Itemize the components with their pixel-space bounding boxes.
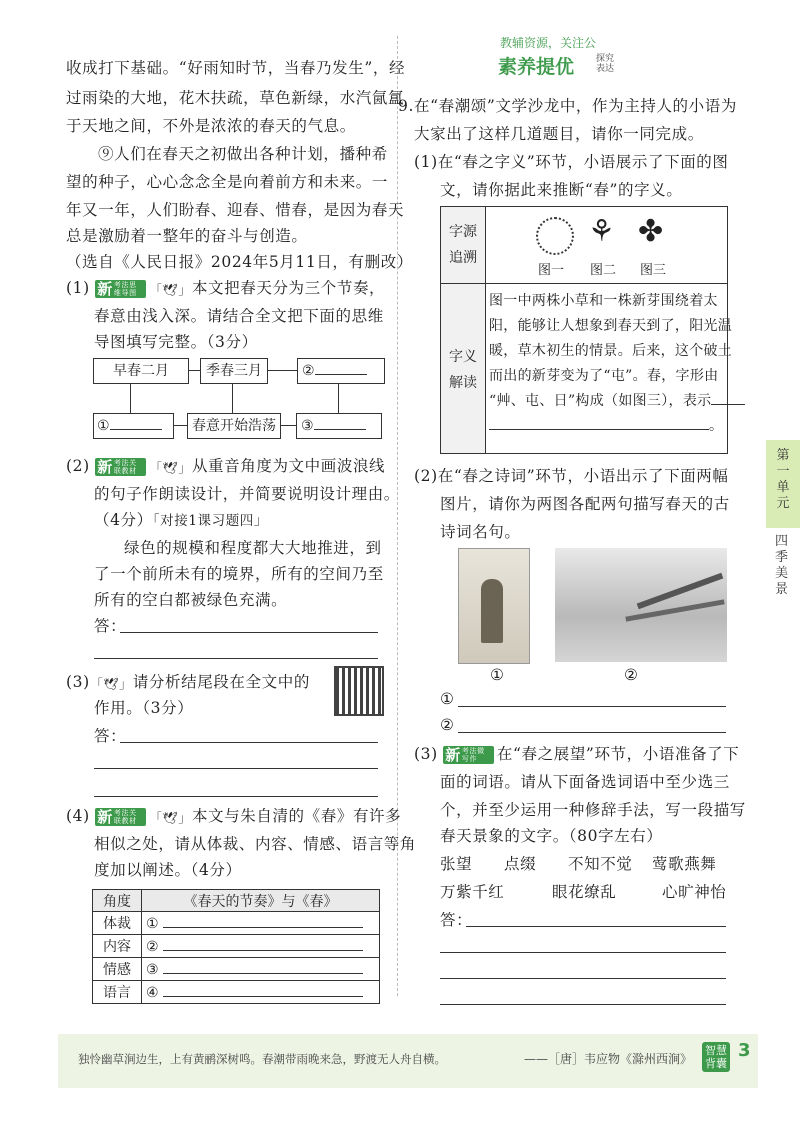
para-line: 望的种子，心心念念全是向着前方和未来。一 [66, 173, 389, 191]
grid-label: 字源 [449, 224, 477, 240]
table-cell[interactable]: ② [142, 935, 380, 958]
fig-label: 图一 [538, 263, 565, 278]
answer-line[interactable] [466, 926, 726, 927]
answer-line[interactable] [120, 632, 378, 633]
connector [338, 383, 339, 413]
table-cell[interactable]: ③ [142, 958, 380, 981]
qr-code[interactable] [334, 666, 384, 716]
answer-line[interactable] [458, 706, 726, 707]
q4-line: 相似之处，请从体裁、内容、情感、语言等角 [94, 835, 417, 853]
banner-title: 素养提优 [498, 56, 575, 78]
q9-1-line: (1)在“春之字义”环节，小语展示了下面的图 [414, 153, 729, 171]
answer-line[interactable] [440, 1004, 726, 1005]
table-header: 角度 [93, 890, 142, 912]
grid-label: 字义 [449, 349, 477, 365]
quote-line: 所有的空白都被绿色充满。 [94, 591, 288, 609]
mindmap-box-1: 早春二月 [93, 358, 189, 384]
q9-3-line: 个，并至少运用一种修辞手法，写一段描写 [440, 801, 746, 819]
source-note: （选自《人民日报》2024年5月11日，有删改） [66, 253, 413, 271]
q9-line: 大家出了这样几道题目，请你一同完成。 [414, 125, 704, 143]
answer-label: 答： [94, 617, 127, 635]
q1-line: 本文把春天分为三个节奏， [191, 279, 386, 297]
table-cell[interactable]: ④ [142, 981, 380, 1004]
footer-quote [58, 1034, 758, 1088]
new-tag: 新考法思维导图 [95, 280, 146, 298]
word-option: 莺歌燕舞 [652, 855, 717, 873]
word-option: 心旷神怡 [662, 883, 727, 901]
word-option: 不知不觉 [568, 855, 633, 873]
glyph-3: ✤ [638, 214, 664, 249]
para-line: ⑨人们在春天之初做出各种计划，播种希 [98, 145, 388, 163]
theme-label: 四季美景 [775, 534, 789, 597]
table-row-label: 语言 [93, 981, 142, 1004]
new-tag: 新考法关联教材 [95, 458, 146, 476]
q3-line: 作用。（3分） [94, 699, 194, 717]
fig-label: 图二 [590, 263, 617, 278]
question-1 [66, 276, 385, 298]
header-banner [478, 34, 638, 86]
q1-num: (1) [66, 279, 90, 297]
q9-line: 9.在“春潮颂”文学沙龙中，作为主持人的小语为 [398, 97, 737, 115]
answer-label: 答： [94, 727, 127, 745]
q9-3-line: 春天景象的文字。（80字左右） [440, 827, 663, 845]
para-line: 总是激励着一整年的奋斗与创造。 [66, 227, 308, 245]
quote-line: 绿色的规模和程度都大大地推进，到 [124, 539, 382, 557]
page-number: 3 [738, 1040, 751, 1061]
glyph-1 [536, 217, 574, 255]
grid-text: 暖，草木初生的情景。后来，这个破土 [489, 343, 733, 359]
table-row-label: 情感 [93, 958, 142, 981]
question-4: (4) 新考法关联教材 「🕊」本文与朱自清的《春》有许多 [66, 807, 402, 826]
bird-icon: 「🕊」 [149, 810, 191, 825]
answer-line[interactable] [440, 952, 726, 953]
answer-line[interactable] [94, 658, 378, 659]
grid-text: “艸、屯、日”构成（如图三），表示 [489, 389, 745, 414]
unit-label: 第一单元 [776, 448, 790, 511]
answer-line[interactable] [94, 768, 378, 769]
word-option: 点缀 [504, 855, 537, 873]
answer-line[interactable] [458, 732, 726, 733]
connector [232, 383, 233, 413]
new-tag: 新考法微写作 [443, 746, 494, 764]
painting-1 [458, 548, 530, 664]
bird-icon: 「🕊」 [149, 282, 191, 297]
banner-side: 探究表达 [596, 54, 615, 74]
connector [130, 383, 131, 413]
connector [188, 370, 200, 371]
para-line: 于天地之间，不外是浓浓的春天的气息。 [66, 117, 356, 135]
picture-label: ① [490, 666, 505, 684]
answer-line[interactable] [440, 978, 726, 979]
connector [280, 425, 296, 426]
comparison-table [92, 889, 380, 1004]
glyph-grid [440, 206, 733, 454]
new-tag: 新考法关联教材 [95, 808, 146, 826]
word-option: 张望 [440, 855, 473, 873]
answer-label: 答： [440, 911, 473, 929]
para-line: 年又一年，人们盼春、迎春、惜春，是因为春天 [66, 201, 405, 219]
q9-2-line: 诗词名句。 [440, 523, 521, 541]
mindmap-box-4[interactable]: ① [93, 413, 174, 439]
question-3: (3)「🕊」请分析结尾段在全文中的 [66, 673, 310, 691]
mindmap-box-5: 春意开始浩荡 [187, 413, 281, 439]
q2-line: 的句子作朗读设计，并简要说明设计理由。 [94, 485, 400, 503]
footer-author: ——［唐］韦应物《滁州西涧》 [524, 1052, 693, 1066]
grid-text: 阳，能够让人想象到春天到了，阳光温 [489, 318, 733, 334]
bird-icon: 「🕊」 [90, 676, 132, 691]
connector [173, 425, 187, 426]
mindmap-box-2: 季春三月 [200, 358, 268, 384]
q9-2-line: (2)在“春之诗词”环节，小语出示了下面两幅 [414, 467, 729, 485]
grid-label: 解读 [449, 375, 477, 391]
q1-line: 春意由浅入深。请结合全文把下面的思维 [94, 307, 384, 325]
para-line: 收成打下基础。“好雨知时节，当春乃发生”，经 [66, 59, 406, 77]
answer-line[interactable] [94, 796, 378, 797]
mindmap-box-3[interactable]: ② [297, 358, 385, 384]
mindmap-box-6[interactable]: ③ [296, 413, 382, 439]
quote-line: 了一个前所未有的境界，所有的空间乃至 [94, 565, 384, 583]
table-header: 《春天的节奏》与《春》 [142, 890, 380, 912]
q9-3-line: 面的词语。请从下面备选词语中至少选三 [440, 773, 730, 791]
question-2: (2) 新考法关联教材 「🕊」从重音角度为文中画波浪线 [66, 457, 386, 476]
q9-2-line: 图片，请你为两图各配两句描写春天的古 [440, 495, 730, 513]
banner-small: 教辅资源，关注公 [500, 36, 597, 50]
answer-label: ① [440, 690, 455, 708]
picture-label: ② [624, 666, 639, 684]
bird-icon: 「🕊」 [149, 460, 191, 475]
q2-score: （4分）「对接1课习题四」 [94, 511, 269, 529]
painting-2 [555, 548, 727, 662]
grid-label: 追溯 [449, 250, 477, 266]
table-cell[interactable]: ① [142, 912, 380, 935]
table-row-label: 内容 [93, 935, 142, 958]
grid-text: 而出的新芽变为了“屯”。春，字形由 [489, 368, 719, 384]
connector [267, 370, 297, 371]
q9-3-line: (3) 新考法微写作 在“春之展望”环节，小语准备了下 [414, 745, 740, 764]
q4-line: 度加以阐述。（4分） [94, 861, 242, 879]
para-line: 过雨染的大地，花木扶疏，草色新绿，水汽氤氲 [66, 89, 405, 107]
fig-label: 图三 [640, 263, 667, 278]
answer-line[interactable] [120, 742, 378, 743]
word-option: 眼花缭乱 [552, 883, 617, 901]
grid-text: 。 [489, 414, 745, 439]
grid-text: 图一中两株小草和一株新芽围绕着太 [489, 293, 718, 309]
footer-badge: 智慧背囊 [702, 1042, 730, 1072]
textbook-link: 「对接1课习题四」 [152, 513, 269, 529]
footer-poem: 独怜幽草涧边生，上有黄鹂深树鸣。春潮带雨晚来急，野渡无人舟自横。 [78, 1052, 446, 1066]
q9-1-line: 文，请你据此来推断“春”的字义。 [440, 181, 683, 199]
word-option: 万紫千红 [440, 883, 505, 901]
table-row-label: 体裁 [93, 912, 142, 935]
q1-line: 导图填写完整。（3分） [94, 333, 258, 351]
glyph-2: ⚘ [588, 214, 615, 249]
answer-label: ② [440, 716, 455, 734]
unit-tab[interactable] [766, 440, 800, 528]
